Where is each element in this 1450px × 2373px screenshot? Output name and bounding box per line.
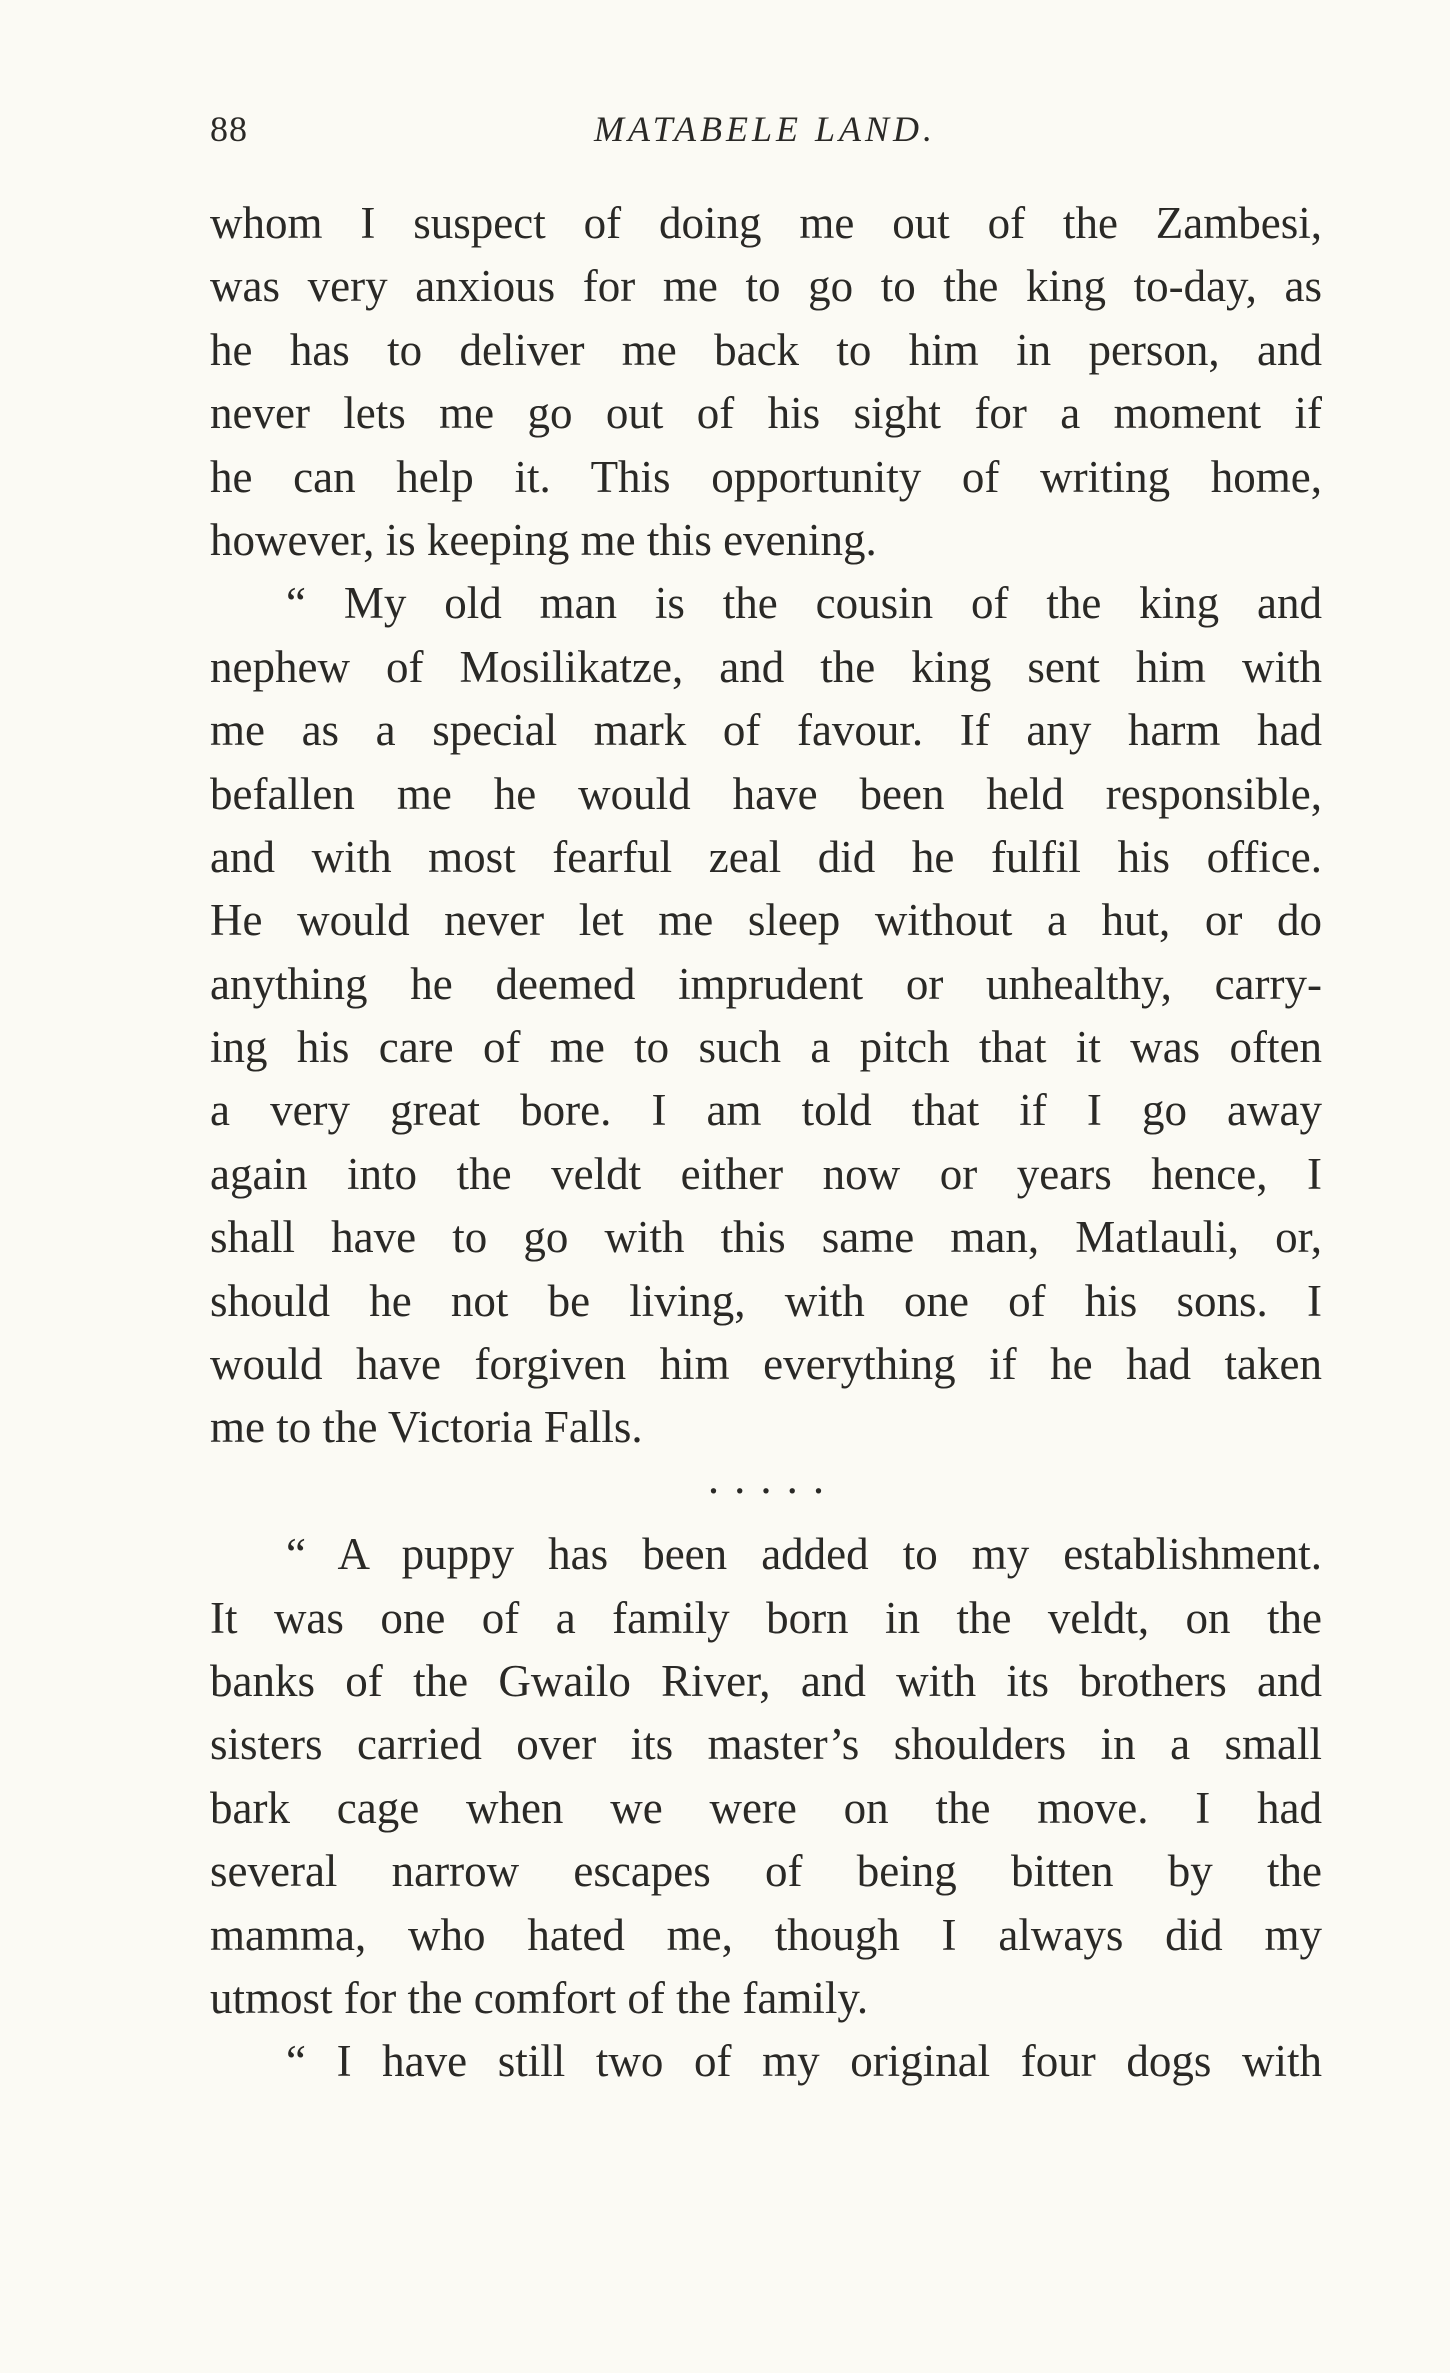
text-line: would have forgiven him everything if he had taken: [210, 1339, 1322, 1390]
text-line: mamma, who hated me, though I always did my: [210, 1909, 1322, 1960]
running-title: MATABELE LAND.: [594, 109, 936, 149]
text-line: shall have to go with this same man, Matlauli, or,: [210, 1212, 1322, 1263]
text-line: he can help it. This opportunity of writing home,: [210, 451, 1322, 502]
text-line: he has to deliver me back to him in person, and: [210, 324, 1322, 375]
text-line: again into the veldt either now or years hence, I: [210, 1148, 1322, 1199]
text-line: “ A puppy has been added to my establishment.: [286, 1529, 1322, 1580]
text-line: He would never let me sleep without a hut, or do: [210, 895, 1322, 946]
text-line: nephew of Mosilikatze, and the king sent him with: [210, 641, 1322, 692]
text-line: banks of the Gwailo River, and with its brothers and: [210, 1655, 1322, 1706]
section-break-dots: · · · · ·: [706, 1465, 826, 1516]
text-line: utmost for the comfort of the family.: [210, 1972, 869, 2023]
text-line: me to the Victoria Falls.: [210, 1402, 643, 1453]
text-line: sisters carried over its master’s shoulders in a small: [210, 1719, 1322, 1770]
text-line: a very great bore. I am told that if I go away: [210, 1085, 1322, 1136]
text-line: bark cage when we were on the move. I had: [210, 1782, 1322, 1833]
text-line: ing his care of me to such a pitch that it was often: [210, 1022, 1322, 1073]
text-line: anything he deemed imprudent or unhealthy, carry-: [210, 958, 1322, 1009]
page-number: 88: [210, 109, 248, 149]
text-line: me as a special mark of favour. If any harm had: [210, 705, 1322, 756]
text-line: It was one of a family born in the veldt, on the: [210, 1592, 1322, 1643]
text-line: “ I have still two of my original four dogs with: [286, 2036, 1322, 2087]
text-line: was very anxious for me to go to the king to-day, as: [210, 261, 1322, 312]
running-head: [210, 108, 1320, 158]
text-line: befallen me he would have been held responsible,: [210, 768, 1322, 819]
text-line: never lets me go out of his sight for a moment if: [210, 388, 1322, 439]
body-text: [210, 192, 1322, 2094]
text-line: several narrow escapes of being bitten by the: [210, 1846, 1322, 1897]
text-line: and with most fearful zeal did he fulfil his office.: [210, 831, 1322, 882]
text-line: should he not be living, with one of his sons. I: [210, 1275, 1322, 1326]
text-line: “ My old man is the cousin of the king and: [286, 578, 1322, 629]
text-line: whom I suspect of doing me out of the Zambesi,: [210, 198, 1322, 248]
text-line: however, is keeping me this evening.: [210, 514, 877, 565]
